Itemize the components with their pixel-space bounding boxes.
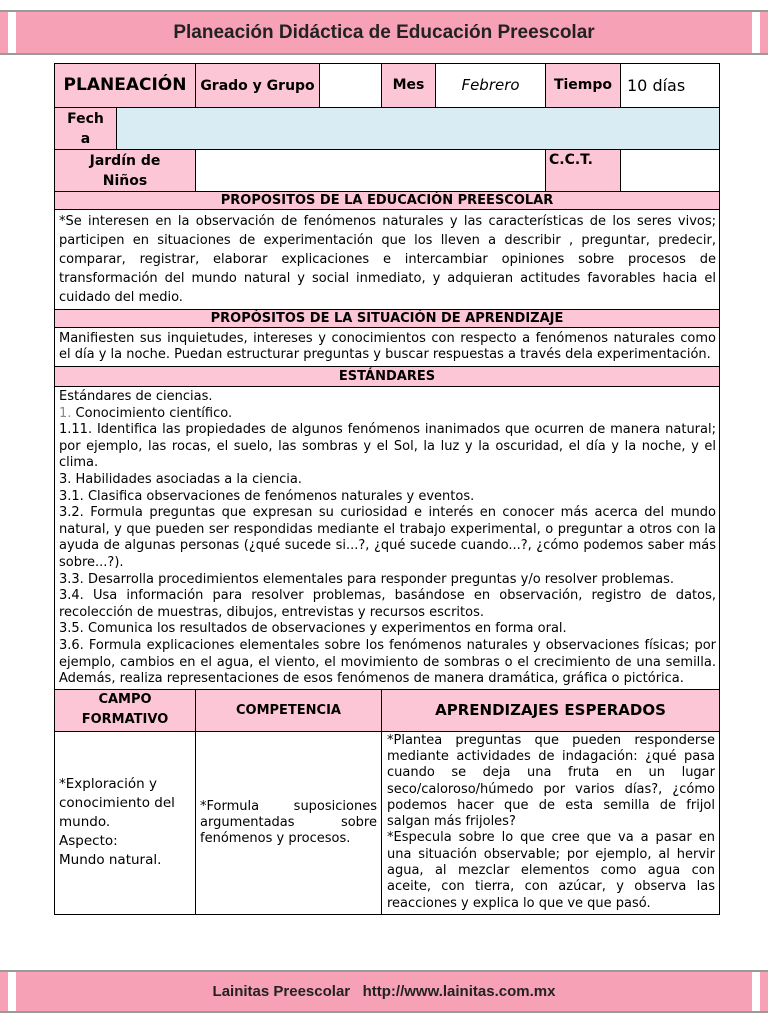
- grado-grupo-value: [320, 64, 382, 108]
- estandares-item-1: [59, 406, 716, 423]
- estandares-line: 3.2. Formula preguntas que expresan su curiosidad e interés en conocer más acerca del mundo natural, y que pueden ser respondidas mediante el trabajo experimental, o preguntar a otros con la ayuda de algunas personas (¿qué sucede si...?, ¿qué sucede cuando...?, ¿cómo podemos saber más sobre...?).: [59, 505, 716, 570]
- cct-label: C.C.T.: [546, 150, 621, 192]
- page-title: Planeación Didáctica de Educación Preescolar: [173, 21, 595, 43]
- mes-label: Mes: [382, 64, 436, 108]
- mes-value: Febrero: [436, 64, 546, 108]
- aprendizajes-header: APRENDIZAJES ESPERADOS: [382, 689, 720, 731]
- propositos-situacion-text: Manifiesten sus inquietudes, intereses y conocimientos con respecto a fenómenos naturales como el día y la noche. Puedan estructurar preguntas y buscar respuestas a través dela experimentación.: [55, 328, 720, 367]
- fecha-label: Fecha: [55, 108, 117, 150]
- estandares-intro: Estándares de ciencias.: [59, 389, 213, 404]
- estandares-line: 3.1. Clasifica observaciones de fenómenos naturales y eventos.: [59, 488, 475, 504]
- aprendizaje-item: *Especula sobre lo que cree que va a pasar en una situación observable; por ejemplo, al hervir agua, al mezclar elementos como agua con aceite, con tierra, con azúcar, y observa las reacciones y explica lo que ve que pasó.: [387, 830, 715, 911]
- estandares-line: 3.4. Usa información para resolver problemas, basándose en observación, registro de datos, recolección de muestras, dibujos, entrevistas y recursos escritos.: [59, 588, 716, 620]
- propositos-preescolar-title: PROPOSITOS DE LA EDUCACIÓN PREESCOLAR: [55, 192, 720, 210]
- campo-formativo-header: CAMPO FORMATIVO: [55, 689, 196, 731]
- fecha-value: [117, 108, 720, 150]
- estandares-body: [55, 387, 720, 690]
- cct-value: [621, 150, 720, 192]
- estandares-line: 3.5. Comunica los resultados de observaciones y experimentos en forma oral.: [59, 621, 567, 637]
- estandares-title: ESTÁNDARES: [55, 367, 720, 387]
- estandares-line: 1.11. Identifica las propiedades de algunos fenómenos inanimados que ocurren de manera natural; por ejemplo, las rocas, el suelo, las sombras y el Sol, la luz y la oscuridad, el día y la noche, y el clima.: [59, 422, 716, 471]
- campo-line: Mundo natural.: [59, 852, 162, 869]
- estandares-line: 3.3. Desarrolla procedimientos elementales para responder preguntas y/o resolver problemas.: [59, 571, 675, 587]
- planning-table: [54, 63, 720, 915]
- planeacion-label: PLANEACIÓN: [55, 64, 196, 108]
- jardin-value: [196, 150, 546, 192]
- jardin-label: Jardín de Niños: [55, 150, 196, 192]
- propositos-preescolar-text: *Se interesen en la observación de fenómenos naturales y las características de los seres vivos; participen en situaciones de experimentación que los lleven a describir , preguntar, predecir, comparar, registrar, elaborar explicaciones e intercambiar opiniones sobre procesos de transformación del mundo natural y social inmediato, y adquieran actitudes favorables hacia el cuidado del medio.: [55, 210, 720, 310]
- campo-line: Aspecto:: [59, 833, 118, 850]
- tiempo-label: Tiempo: [546, 64, 621, 108]
- estandares-line: 3. Habilidades asociadas a la ciencia.: [59, 471, 302, 487]
- campo-line: *Exploración y conocimiento del mundo.: [59, 776, 175, 831]
- footer-text: Lainitas Preescolar http://www.lainitas.com.mx: [212, 983, 556, 1000]
- footer-banner: [0, 970, 768, 1013]
- competencia-header: COMPETENCIA: [196, 689, 382, 731]
- estandares-item-1-number: 1.: [59, 405, 72, 421]
- campo-formativo-cell: [55, 731, 196, 914]
- grado-grupo-label: Grado y Grupo: [196, 64, 320, 108]
- estandares-line: 3.6. Formula explicaciones elementales sobre los fenómenos naturales y observaciones físicas; por ejemplo, cambios en el agua, el viento, el movimiento de sombras o el crecimiento de una semilla. Además, realiza representaciones de esos fenómenos de manera dramática, gráfica o pictórica.: [59, 637, 716, 687]
- tiempo-value: 10 días: [621, 64, 720, 108]
- propositos-situacion-title: PROPÓSITOS DE LA SITUACIÓN DE APRENDIZAJE: [55, 310, 720, 328]
- estandares-item-1-text: Conocimiento científico.: [71, 405, 233, 421]
- competencia-cell: *Formula suposiciones argumentadas sobre fenómenos y procesos.: [196, 731, 382, 914]
- aprendizaje-item: *Plantea preguntas que pueden responderse mediante actividades de indagación: ¿qué pasa cuando se deja una fruta en un lugar seco/caloroso/húmedo por varios días?, ¿cómo podemos hacer que de esta semilla de frijol salgan más frijoles?: [387, 732, 715, 830]
- header-banner: [0, 10, 768, 55]
- aprendizajes-cell: [382, 731, 720, 914]
